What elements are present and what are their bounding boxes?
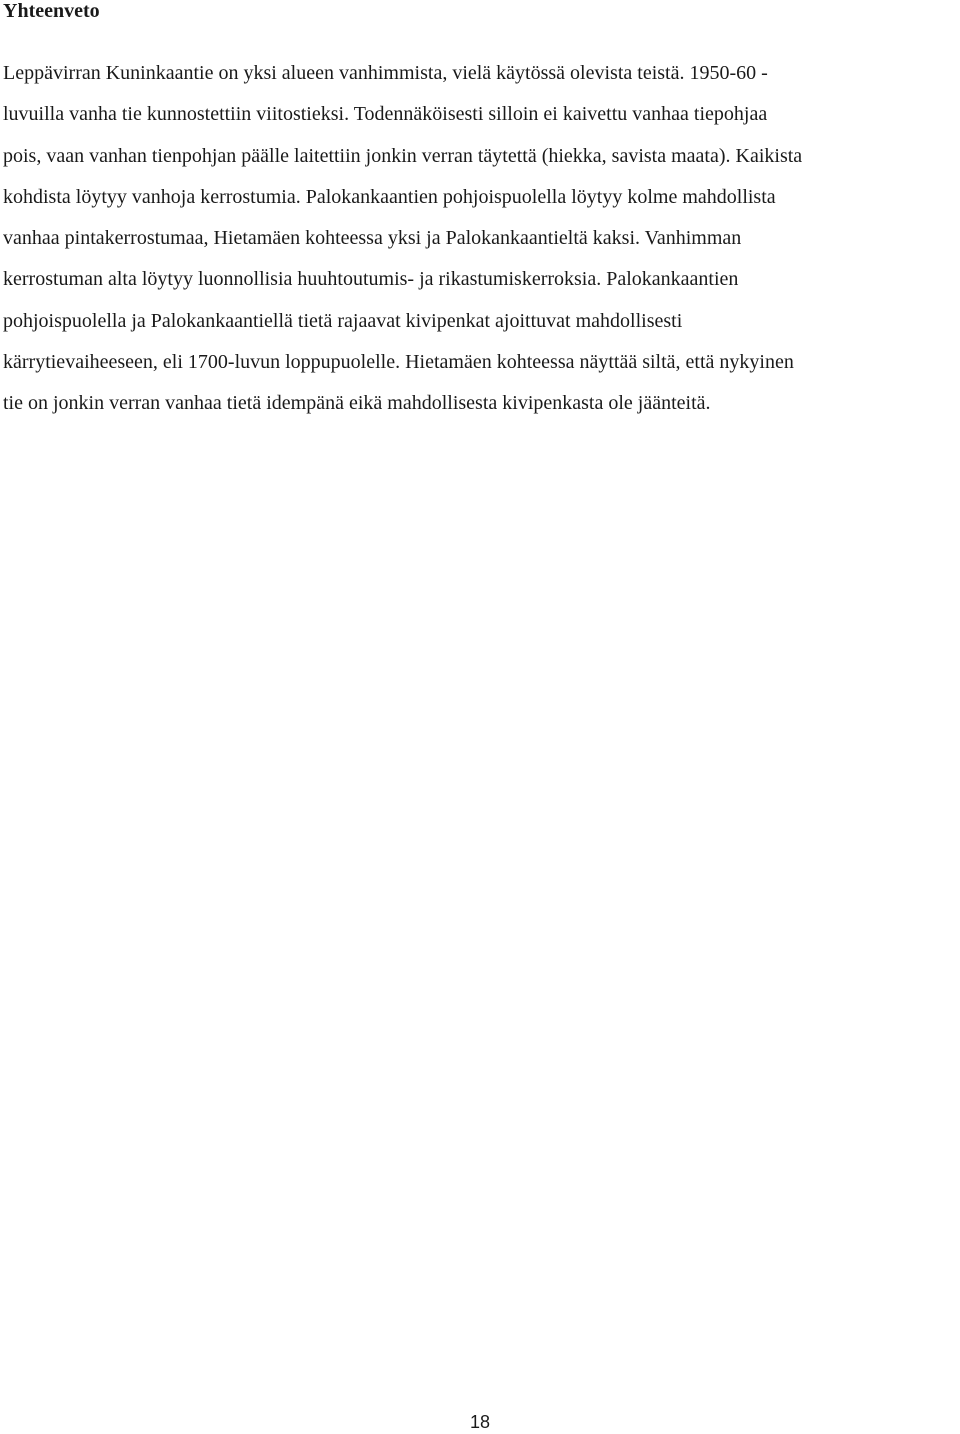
summary-paragraph bbox=[3, 53, 959, 425]
paragraph-line: tie on jonkin verran vanhaa tietä idempänä eikä mahdollisesta kivipenkasta ole jäänteitä. bbox=[3, 392, 711, 415]
paragraph-line: luvuilla vanha tie kunnostettiin viitostieksi. Todennäköisesti silloin ei kaivettu vanhaa tiepohjaa bbox=[3, 103, 768, 126]
page-number: 18 bbox=[469, 1412, 491, 1432]
section-heading: Yhteenveto bbox=[3, 0, 100, 22]
paragraph-line: pohjoispuolella ja Palokankaantiellä tietä rajaavat kivipenkat ajoittuvat mahdollisesti bbox=[3, 309, 683, 332]
paragraph-line: Leppävirran Kuninkaantie on yksi alueen vanhimmista, vielä käytössä olevista teistä. 1950-60 - bbox=[3, 62, 768, 84]
paragraph-line: vanhaa pintakerrostumaa, Hietamäen kohteessa yksi ja Palokankaantieltä kaksi. Vanhimman bbox=[3, 227, 742, 250]
paragraph-line: kerrostuman alta löytyy luonnollisia huuhtoutumis- ja rikastumiskerroksia. Palokankaantien bbox=[3, 268, 739, 291]
paragraph-line: kohdista löytyy vanhoja kerrostumia. Palokankaantien pohjoispuolella löytyy kolme mahdollista bbox=[3, 185, 776, 208]
paragraph-line: pois, vaan vanhan tienpohjan päälle laitettiin jonkin verran täytettä (hiekka, savista maata). Kaikista bbox=[3, 144, 803, 167]
paragraph-line: kärrytievaiheeseen, eli 1700-luvun loppupuolelle. Hietamäen kohteessa näyttää siltä, että nykyinen bbox=[3, 351, 794, 374]
